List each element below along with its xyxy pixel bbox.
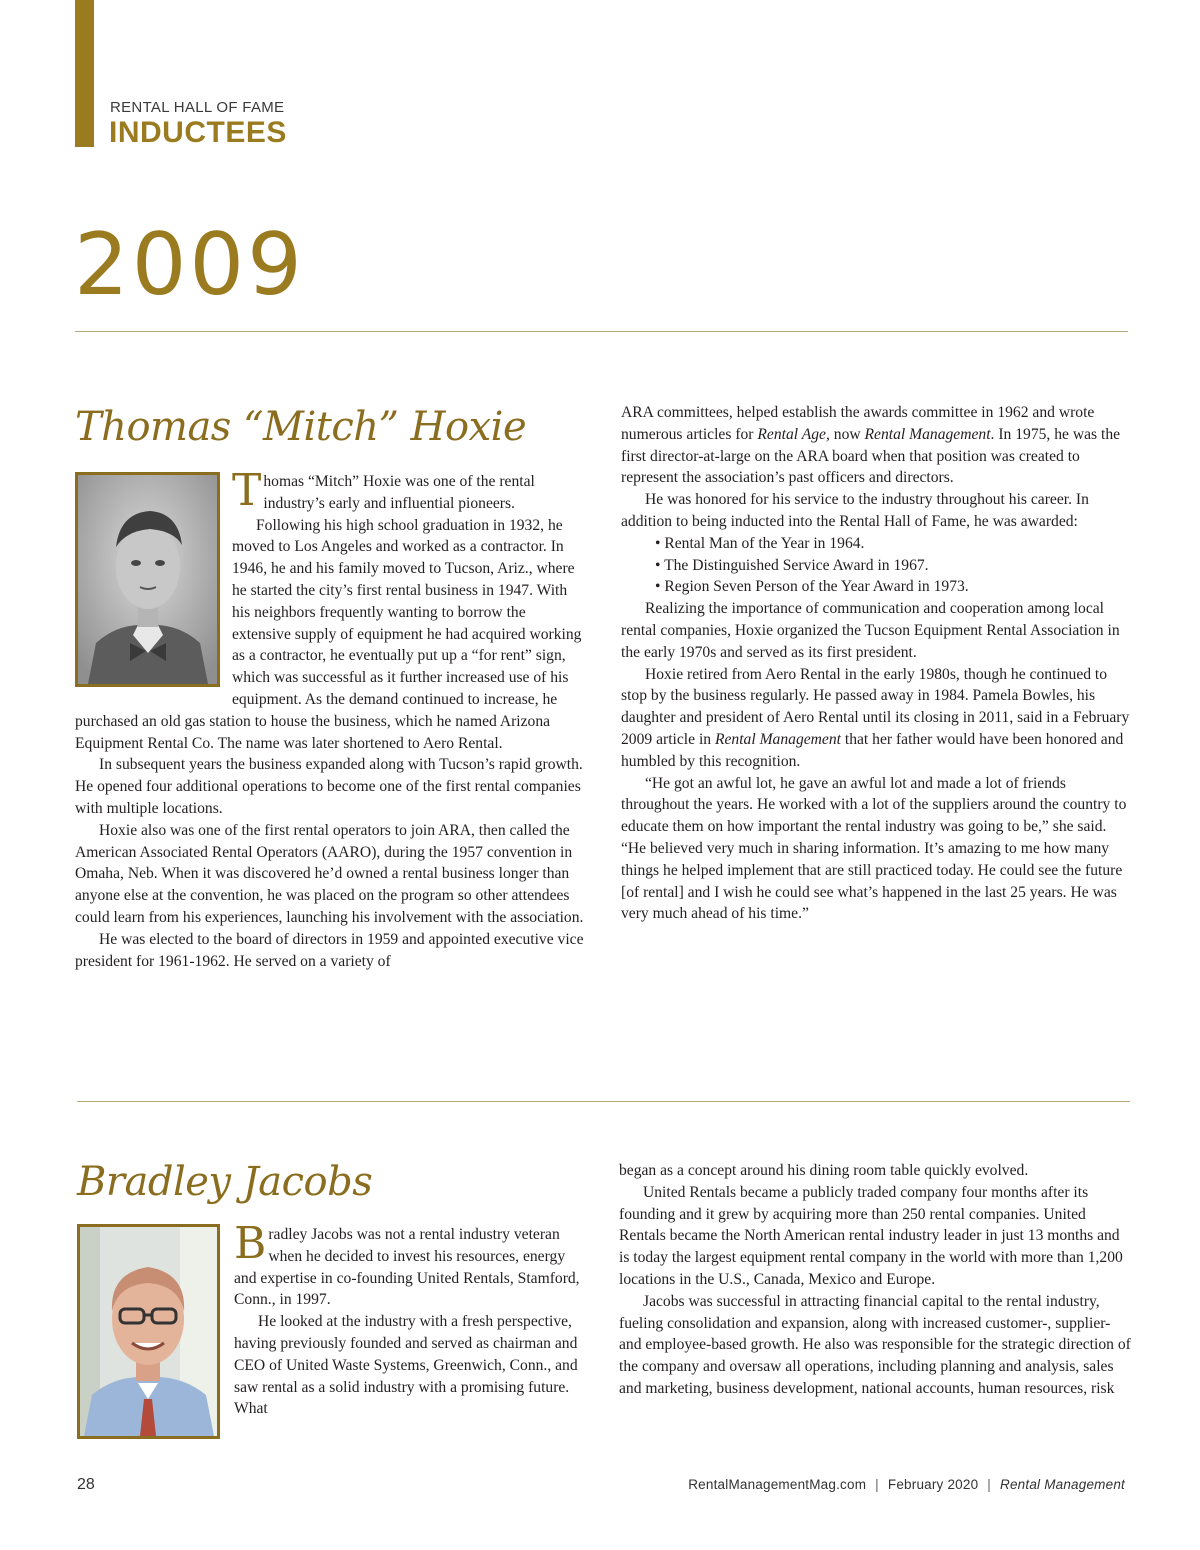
divider-middle: [77, 1101, 1130, 1102]
article-hoxie-column-left: [75, 465, 585, 972]
paragraph: United Rentals became a publicly traded company four months after its founding and it grew by acquiring more than 250 rental companies. United Rentals became the North American rental industry leader in just 13 months and is today the largest equipment rental company in the world with more than 1,200 locations in the U.S., Canada, Mexico and Europe.: [619, 1183, 1123, 1288]
paragraph: “He got an awful lot, he gave an awful lot and made a lot of friends throughout the years. He worked with a lot of the suppliers around the country to educate them on how important the rental industry was going to be,” she said. “He believed very much in sharing information. It’s amazing to me how many things he helped implement that are still practiced today. He could see the future [of rental] and I wish he could see what’s happened in the last 25 years. He was very much ahead of his time.”: [621, 774, 1127, 923]
inductee-name-hoxie: Thomas “Mitch” Hoxie: [75, 404, 527, 450]
article-jacobs-column-right: [619, 1160, 1131, 1400]
photo-wrap-space: [77, 1224, 234, 1445]
dropcap: T: [232, 465, 262, 516]
award-item: • The Distinguished Service Award in 1967.: [655, 556, 929, 574]
inductee-name-jacobs: Bradley Jacobs: [77, 1159, 373, 1205]
photo-wrap-space: [75, 471, 232, 692]
paragraph: Bradley Jacobs was not a rental industry veteran when he decided to invest his resources, energy and expertise in co-founding United Rentals, Stamford, Conn., in 1997.: [234, 1218, 580, 1309]
paragraph: He looked at the industry with a fresh perspective, having previously founded and served as chairman and CEO of United Waste Systems, Greenwich, Conn., and saw rental as a solid industry with a promising future. What: [234, 1313, 578, 1418]
paragraph: Following his high school graduation in 1932, he moved to Los Angeles and worked as a contractor. In 1946, he and his family moved to Tucson, Ariz., where he started the city’s first rental business in 1947. With his neighbors frequently wanting to borrow the extensive supply of equipment he had acquired working as a contractor, he eventually put up a “for rent” sign, which was successful as it further increased use of his equipment. As the demand continued to increase, he purchased an old gas station to house the business, which he named Arizona Equipment Rental Co. The name was later shortened to Aero Rental.: [75, 516, 582, 752]
paragraph: Jacobs was successful in attracting financial capital to the rental industry, fueling consolidation and expansion, along with increased customer-, supplier- and employee-based growth. He also was responsible for the strategic direction of the company and oversaw all operations, including planning and analysis, sales and marketing, business development, national accounts, human resources, risk: [619, 1292, 1131, 1397]
section-kicker: RENTAL HALL OF FAME: [110, 99, 285, 116]
paragraph: In subsequent years the business expanded along with Tucson’s rapid growth. He opened four additional operations to become one of the first rental companies with multiple locations.: [75, 756, 583, 817]
paragraph: Hoxie retired from Aero Rental in the early 1980s, though he continued to stop by the business regularly. He passed away in 1984. Pamela Bowles, his daughter and president of Aero Rental until its closing in 2011, said in a February 2009 article in Rental Management that her father would have been honored and humbled by this recognition.: [621, 665, 1130, 770]
paragraph: ARA committees, helped establish the awards committee in 1962 and wrote numerous articles for Rental Age, now Rental Management. In 1975, he was the first director-at-large on the ARA board when that position was created to represent the association’s past officers and directors.: [621, 404, 1121, 487]
page-number: 28: [77, 1476, 95, 1493]
paragraph: Hoxie also was one of the first rental operators to join ARA, then called the American Associated Rental Operators (AARO), during the 1957 convention in Omaha, Neb. When it was discovered he’d owned a rental business longer than anyone else at the convention, he was placed on the program so other attendees could learn from his experiences, launching his involvement with the association.: [75, 821, 584, 926]
footer-issue: February 2020: [887, 1477, 979, 1492]
footer-separator: |: [875, 1477, 879, 1492]
page-footer: [688, 1477, 1125, 1492]
article-hoxie-column-right: [621, 402, 1131, 925]
footer-separator: |: [987, 1477, 992, 1492]
footer-site: RentalManagementMag.com: [688, 1477, 867, 1492]
footer-publication: Rental Management: [1000, 1477, 1125, 1492]
dropcap: B: [234, 1218, 267, 1269]
award-item: • Rental Man of the Year in 1964.: [655, 534, 865, 552]
paragraph: He was honored for his service to the industry throughout his career. In addition to being inducted into the Rental Hall of Fame, he was awarded:: [621, 491, 1089, 530]
article-jacobs-column-left: [77, 1218, 585, 1445]
award-item: • Region Seven Person of the Year Award in 1973.: [655, 578, 969, 596]
header-accent-bar: [75, 0, 94, 147]
paragraph: Realizing the importance of communication and cooperation among local rental companies, Hoxie organized the Tucson Equipment Rental Association in the early 1970s and served as its first president.: [621, 600, 1120, 661]
section-title: INDUCTEES: [109, 116, 287, 149]
paragraph: began as a concept around his dining room table quickly evolved.: [619, 1162, 1029, 1179]
paragraph: He was elected to the board of directors in 1959 and appointed executive vice president for 1961-1962. He served on a variety of: [75, 930, 584, 970]
induction-year: 2009: [74, 215, 305, 315]
divider-top: [75, 331, 1128, 332]
paragraph: Thomas “Mitch” Hoxie was one of the rental industry’s early and influential pioneers.: [232, 465, 535, 516]
